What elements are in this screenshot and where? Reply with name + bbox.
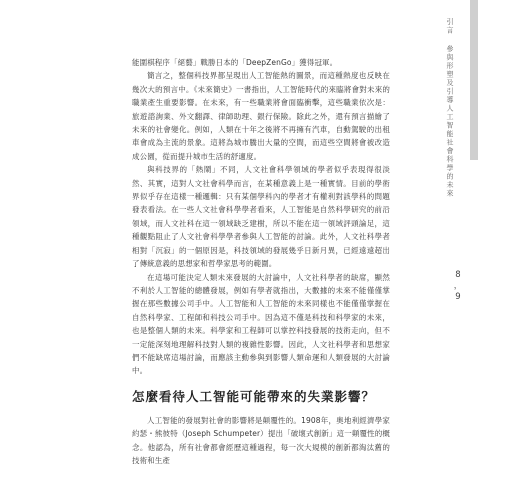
running-head-chapter: 引言 (446, 18, 454, 35)
body-text (132, 56, 390, 467)
paragraph: 在這場可能決定人類未來發展的大討論中，人文社科學者的缺席，顯然不利於人工智能的總體發展，例如有學者就指出，大數據的未來不能僅僅掌握在那些數據公司手中。人工智能和人工智能的未來同樣也不能僅僅掌握在自然科學家、工程師和科技公司手中。因為這不僅是科技和科學家的未來，也是整個人類的未來。科學家和工程師可以掌控科技發展的技術走向，但不一定能深刻地理解科技對人類的複雜性影響。因此，人文社科學者和思想家們不能缺席這場討論，而應該主動參與到影響人類命運和人類發展的大討論中。 (132, 272, 390, 376)
running-head-title: 參與形塑及引導人工智能社會科學的未來 (446, 44, 454, 198)
running-head (445, 18, 455, 198)
paragraph: 能圍棋程序「絕藝」戰勝日本的「DeepZenGo」獲得冠軍。 (132, 58, 338, 67)
page-number-right: 9 (455, 292, 461, 302)
page-numbers (453, 270, 463, 303)
section-heading: 怎麼看待人工智能可能帶來的失業影響？ (132, 388, 376, 404)
edge-tab-bar (470, 0, 478, 160)
paragraph: 與科技界的「熱鬧」不同，人文社會科學領域的學者似乎表現得很淡然、其實，這對人文社會科學而言，在某種意義上是一種實情。目前的學術界似乎存在這樣一種邏輯：只有某個學科內的學者才有權利對該學科的問題發表看法。在一些人文社會科學學者看來，人工智能是自然科學研究的前沿領域，而人文社科在這一領域缺乏建樹，所以不能在這一領域評頭論足，這種觀點阻止了人文社會科學學者參與人工智能的討論。此外，人文社科學者相對「沉寂」的一個原因是，科技領域的發展幾乎日新月異，已經遠遠超出了傳統意義的思想家和哲學家思考的範圍。 (132, 165, 390, 269)
paragraph: 人工智能的發展對社會的影響將是顛覆性的。1908年，奧地利經濟學家約瑟・熊彼特（Joseph Schumpeter）提出「破壞式創新」這一顛覆性的概念。他認為，所有社會都會經歷這種過程，每一次大規模的創新都淘汰舊的技術和生產 (132, 415, 390, 465)
page-number-separator: ， (453, 281, 463, 291)
paragraph: 簡言之，整個科技界都呈現出人工智能熱的圖景，而這種熱度也反映在幾次大的預言中。《未來簡史》一書指出，人工智能時代的來臨將會對未來的職業產生重要影響。在未來，有一些職業將會面臨衝擊，這些職業依次是：旅遊諮詢業、外文翻譯、律師助理、銀行保險。除此之外，還有預言描繪了未來的社會變化。例如，人類在十年之後將不再擁有汽車，自動駕駛的出租車會成為主流的景象。這將為城市騰出大量的空間，而這些空間將會被改造成公園，從而提升城市生活的舒適度。 (132, 71, 390, 161)
page-number-left: 8 (455, 270, 461, 280)
